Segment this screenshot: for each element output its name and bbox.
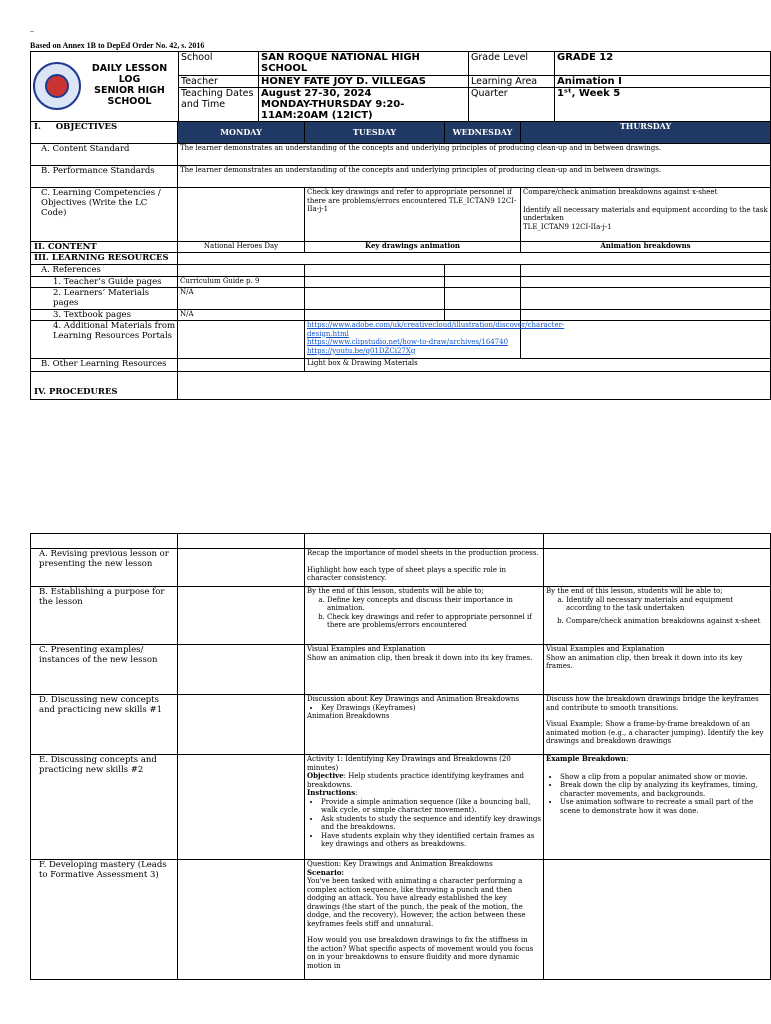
- competencies-thursday: Compare/check animation breakdowns against x-sheet Identify all necessary materials and equipment according to the task undertaken TLE_ICTAN9 12CI-IIa-j-1: [521, 188, 771, 242]
- procedure-d-tuesday: Discussion about Key Drawings and Animation Breakdowns • Key Drawings (Keyframes) Animation Breakdowns: [305, 695, 544, 755]
- textbook-label: 3. Textbook pages: [31, 310, 178, 321]
- competencies-label: C. Learning Competencies / Objectives (Write the LC Code): [31, 188, 178, 242]
- day-thursday: THURSDAY: [521, 122, 771, 144]
- dll-title: DAILY LESSON LOG SENIOR HIGH SCHOOL: [91, 63, 168, 107]
- list-item: a. Identify all necessary materials and equipment according to the task undertaken: [566, 596, 768, 613]
- procedures-table: [30, 533, 771, 980]
- performance-standards-value: The learner demonstrates an understanding of the concepts and underlying principles of producing clean-up and in between drawings.: [178, 166, 771, 188]
- quarter-value: 1ˢᵗ, Week 5: [555, 88, 771, 122]
- procedure-c-label: C. Presenting examples/ instances of the new lesson: [31, 645, 178, 695]
- procedure-b-label: B. Establishing a purpose for the lesson: [31, 587, 178, 645]
- school-value: SAN ROQUE NATIONAL HIGH SCHOOL: [259, 52, 469, 76]
- list-item: a. Define key concepts and discuss their importance in animation.: [327, 596, 541, 613]
- procedure-a-tuesday: Recap the importance of model sheets in the production process. Highlight how each type of sheet plays a specific role in character consistency.: [305, 549, 544, 587]
- list-item: • Show a clip from a popular animated show or movie.: [560, 773, 768, 782]
- procedure-c-tuesday: Visual Examples and Explanation Show an animation clip, then break it down into its key frames.: [305, 645, 544, 695]
- procedure-d-label: D. Discussing new concepts and practicing new skills #1: [31, 695, 178, 755]
- teachers-guide-label: 1. Teacher’s Guide pages: [31, 277, 178, 288]
- list-item: • Key Drawings (Keyframes): [321, 704, 541, 713]
- references-label: A. References: [31, 265, 178, 277]
- other-resources-value: Light box & Drawing Materials: [305, 359, 771, 372]
- dates-value: August 27-30, 2024 MONDAY-THURSDAY 9:20-11AM:20AM (12ICT): [259, 88, 469, 122]
- procedure-b-thursday: By the end of this lesson, students will be able to; a. Identify all necessary materials and equipment according to the task undertaken b. Compare/check animation breakdowns against x-sheet: [544, 587, 771, 645]
- content-tuesday: Key drawings animation: [305, 242, 521, 253]
- competencies-tuesday: Check key drawings and refer to appropriate personnel if there are problems/errors encountered TLE_ICTAN9 12CI-IIa-j-1: [305, 188, 521, 242]
- quarter-label: Quarter: [469, 88, 555, 122]
- procedure-d-thursday: Discuss how the breakdown drawings bridge the keyframes and contribute to smooth transitions. Visual Example: Show a frame-by-frame breakdown of an animated motion (e.g., a character jumping). Identify the key drawings and breakdown drawings: [544, 695, 771, 755]
- objectives-table: [30, 121, 771, 400]
- teacher-label: Teacher: [179, 76, 259, 88]
- grade-label: Grade Level: [469, 52, 555, 76]
- link-adobe[interactable]: https://www.adobe.com/uk/creativecloud/illustration/discover/character-design.html: [307, 321, 565, 338]
- procedure-b-tuesday: By the end of this lesson, students will be able to; a. Define key concepts and discuss their importance in animation. b. Check key drawings and refer to appropriate personnel if there are problems/errors encountered: [305, 587, 544, 645]
- dates-label: Teaching Dates and Time: [179, 88, 259, 122]
- procedure-f-tuesday: Question: Key Drawings and Animation Breakdowns Scenario: You've been tasked with animating a character performing a complex action sequence, like throwing a punch and then dodging an attack. You have already established the key drawings (the start of the punch, the peak of the motion, the dodge, and the recovery). However, the action between these keyframes feels stiff and unnatural. How would you use breakdown drawings to fix the stiffness in the action? What specific aspects of movement would you focus on in your breakdowns to ensure fluidity and more dynamic motion in: [305, 860, 544, 980]
- annex-reference: Based on Annex 1B to DepEd Order No. 42, s. 2016: [30, 41, 205, 50]
- day-wednesday: WEDNESDAY: [445, 122, 521, 144]
- list-item: b. Compare/check animation breakdowns against x-sheet: [566, 617, 768, 626]
- area-value: Animation I: [555, 76, 771, 88]
- list-item: • Have students explain why they identified certain frames as key drawings and others as breakdowns.: [321, 832, 541, 849]
- area-label: Learning Area: [469, 76, 555, 88]
- list-item: • Use animation software to recreate a small part of the scene to demonstrate how it was done.: [560, 798, 768, 815]
- deped-seal-logo: [33, 62, 81, 110]
- header-title-cell: [31, 52, 179, 122]
- link-youtube[interactable]: https://youtu.be/q01DZCi27Xg: [307, 346, 416, 355]
- procedure-a-label: A. Revising previous lesson or presenting the new lesson: [31, 549, 178, 587]
- procedure-e-thursday: Example Breakdown: • Show a clip from a popular animated show or movie. • Break down the clip by analyzing its keyframes, timing, character movements, and backgrounds. • Use animation software to recreate a small part of the scene to demonstrate how it was done.: [544, 755, 771, 860]
- textbook-value: N/A: [178, 310, 305, 321]
- day-tuesday: TUESDAY: [305, 122, 445, 144]
- header-table: [30, 51, 771, 122]
- procedure-c-thursday: Visual Examples and Explanation Show an animation clip, then break it down into its key frames.: [544, 645, 771, 695]
- other-resources-label: B. Other Learning Resources: [31, 359, 178, 372]
- list-item: • Provide a simple animation sequence (like a bouncing ball, walk cycle, or simple character movement).: [321, 798, 541, 815]
- list-item: b. Check key drawings and refer to appropriate personnel if there are problems/errors encountered: [327, 613, 541, 630]
- additional-materials-links: [305, 321, 565, 359]
- procedure-e-label: E. Discussing concepts and practicing new skills #2: [31, 755, 178, 860]
- day-monday: MONDAY: [178, 122, 305, 144]
- list-item: • Ask students to study the sequence and identify key drawings and the breakdowns.: [321, 815, 541, 832]
- learners-materials-value: N/A: [178, 288, 305, 310]
- additional-materials-label: 4. Additional Materials from Learning Resources Portals: [31, 321, 178, 359]
- content-standard-label: A. Content Standard: [31, 144, 178, 166]
- link-clipstudio[interactable]: https://www.clipstudio.net/how-to-draw/archives/164740: [307, 338, 509, 346]
- teachers-guide-value: Curriculum Guide p. 9: [178, 277, 305, 288]
- content-heading: II. CONTENT: [31, 242, 178, 253]
- content-standard-value: The learner demonstrates an understanding of the concepts and underlying principles of producing clean-up and in between drawings.: [178, 144, 771, 166]
- list-item: • Break down the clip by analyzing its keyframes, timing, character movements, and backgrounds.: [560, 781, 768, 798]
- teacher-value: HONEY FATE JOY D. VILLEGAS: [259, 76, 469, 88]
- content-thursday: Animation breakdowns: [521, 242, 771, 253]
- performance-standards-label: B. Performance Standards: [31, 166, 178, 188]
- school-label: School: [179, 52, 259, 76]
- procedure-e-tuesday: Activity 1: Identifying Key Drawings and Breakdowns (20 minutes) Objective: Help students practice identifying keyframes and breakdowns. Instructions: • Provide a simple animation sequence (like a bouncing ball, walk cycle, or simple character movement). • Ask students to study the sequence and identify key drawings and the breakdowns. • Have students explain why they identified certain frames as key drawings and others as breakdowns.: [305, 755, 544, 860]
- objectives-heading: I. OBJECTIVES: [31, 122, 178, 144]
- content-monday: National Heroes Day: [178, 242, 305, 253]
- procedure-f-label: F. Developing mastery (Leads to Formative Assessment 3): [31, 860, 178, 980]
- learners-materials-label: 2. Learners’ Materials pages: [31, 288, 178, 310]
- grade-value: GRADE 12: [555, 52, 771, 76]
- pre-note: --: [30, 28, 35, 35]
- learning-resources-heading: III. LEARNING RESOURCES: [31, 253, 178, 265]
- competencies-monday: [178, 188, 305, 242]
- procedures-heading: IV. PROCEDURES: [31, 372, 178, 400]
